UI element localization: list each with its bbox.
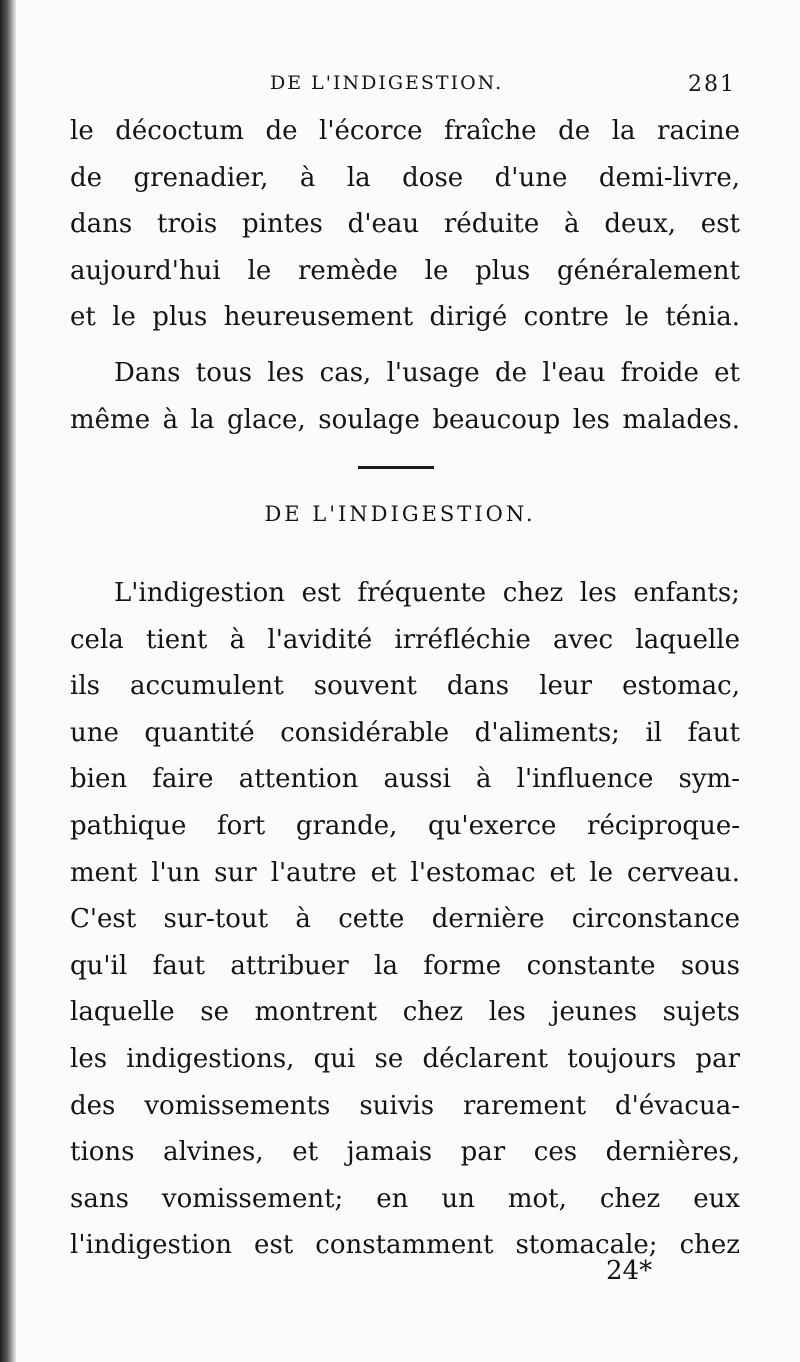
section-divider [358,466,434,469]
text-line: ment l'un sur l'autre et l'estomac et le cerveau. [70,857,740,888]
text-line: des vomissements suivis rarement d'évacua- [70,1090,740,1121]
text-line: ils accumulent souvent dans leur estomac, [70,671,740,702]
indigestion-paragraph [70,570,740,1269]
text-line: laquelle se montrent chez les jeunes sujets [70,997,740,1028]
text-line: sans vomissement; en un mot, chez eux [70,1183,740,1214]
text-line: aujourd'hui le remède le plus généralement [70,255,740,286]
text-line: qu'il faut attribuer la forme constante sous [70,950,740,981]
signature-mark: 24* [606,1256,653,1286]
text-line: même à la glace, soulage beaucoup les malades. [70,404,740,435]
running-head [70,72,740,102]
text-line: de grenadier, à la dose d'une demi-livre, [70,162,740,193]
text-line: une quantité considérable d'aliments; il faut [70,717,740,748]
text-line: et le plus heureusement dirigé contre le ténia. [70,302,740,333]
running-title: DE L'INDIGESTION. [270,72,504,94]
text-line: le décoctum de l'écorce fraîche de la racine [70,116,740,146]
text-line: l'indigestion est constamment stomacale; chez [70,1230,740,1261]
page-gutter-shadow [0,0,16,1362]
text-line: cela tient à l'avidité irréfléchie avec laquelle [70,624,740,655]
top-paragraph [70,108,740,341]
text-line: dans trois pintes d'eau réduite à deux, est [70,209,740,240]
text-line: C'est sur-tout à cette dernière circonstance [70,904,740,935]
text-line: Dans tous les cas, l'usage de l'eau froide et [114,358,740,388]
text-line: tions alvines, et jamais par ces dernières, [70,1137,740,1168]
section-title: DE L'INDIGESTION. [264,502,536,526]
text-line: les indigestions, qui se déclarent toujours par [70,1043,740,1074]
text-line: bien faire attention aussi à l'influence sym- [70,764,740,795]
second-paragraph [70,350,740,443]
page-number: 281 [688,72,736,97]
text-line: L'indigestion est fréquente chez les enfants; [114,578,740,608]
text-line: pathique fort grande, qu'exerce réciproque- [70,810,740,841]
